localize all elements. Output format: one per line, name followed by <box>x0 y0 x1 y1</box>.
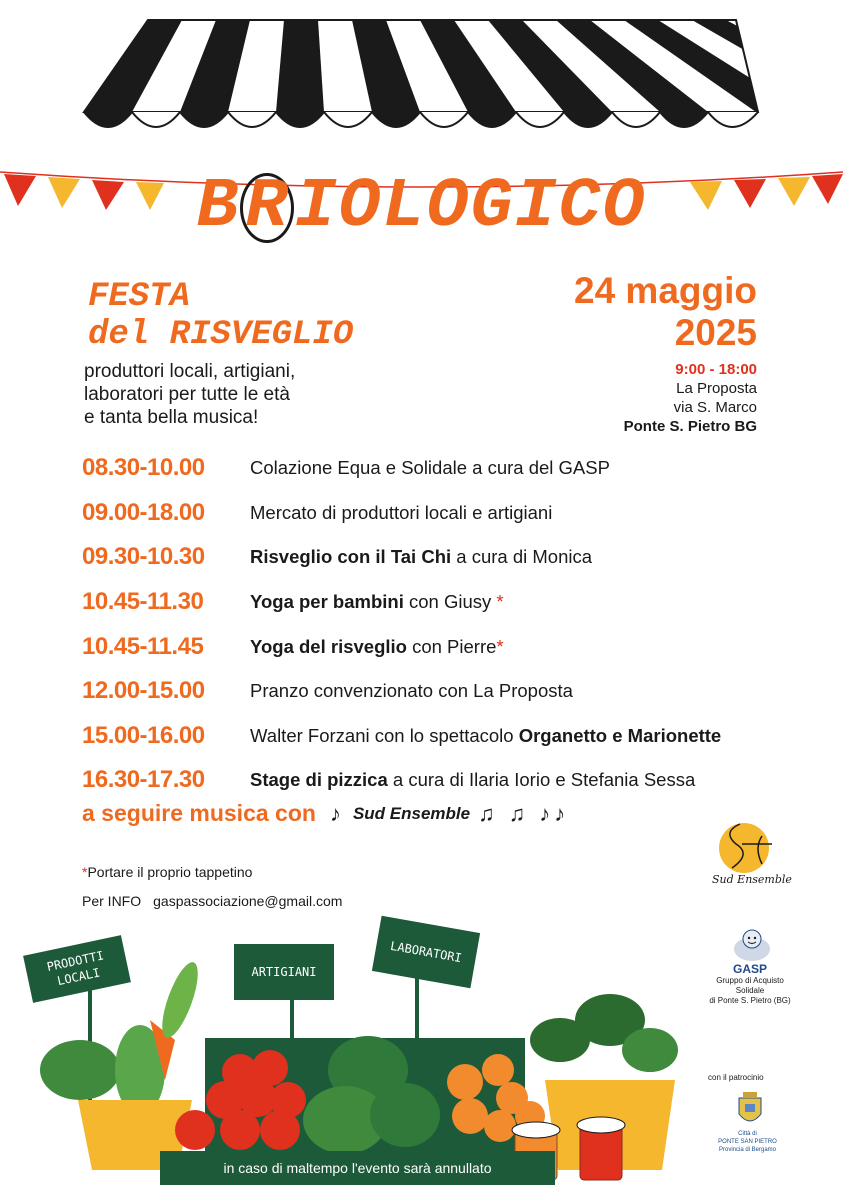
event-description: produttori locali, artigiani, laboratori per tutte le età e tanta bella musica! <box>84 361 296 428</box>
weather-notice-banner: in caso di maltempo l'evento sarà annullato <box>160 1151 555 1185</box>
sign-artigiani: ARTIGIANI <box>234 944 334 1000</box>
contact-email[interactable]: gaspassociazione@gmail.com <box>153 893 343 909</box>
schedule-row <box>82 758 822 803</box>
event-date: 24 maggio 2025 <box>574 270 757 353</box>
awning-illustration <box>78 12 766 162</box>
schedule-time: 15.00-16.00 <box>82 721 205 749</box>
schedule-row <box>82 669 822 714</box>
event-location <box>624 360 757 436</box>
contact-info <box>82 893 354 909</box>
title-circled-letter: R <box>240 173 294 243</box>
venue-province: BG <box>734 418 757 435</box>
music-note-icon: ♪ <box>329 800 345 826</box>
schedule-activity: Colazione Equa e Solidale a cura del GASP <box>250 457 610 479</box>
gasp-logo-icon <box>730 925 774 963</box>
music-band: Sud Ensemble <box>352 803 471 823</box>
event-title: BRIOLOGICO <box>196 168 647 247</box>
schedule-time: 10.45-11.30 <box>82 588 204 616</box>
gasp-name: GASP <box>732 962 767 976</box>
schedule-activity: Pranzo convenzionato con La Proposta <box>250 680 573 702</box>
sud-ensemble-logo-icon <box>712 818 792 878</box>
venue-name: La Proposta <box>676 380 757 397</box>
music-notes-icon: ♫ ♫ ♪♪ <box>478 800 570 826</box>
venue-city: Ponte S. Pietro <box>623 418 731 435</box>
schedule-row <box>82 714 822 759</box>
sud-ensemble-label: Sud Ensemble <box>712 873 792 886</box>
schedule-row <box>82 624 822 669</box>
sign-laboratori: LABORATORI <box>372 916 480 989</box>
schedule-list <box>82 446 822 803</box>
event-subtitle: FESTA del RISVEGLIO <box>88 278 354 354</box>
schedule-time: 09.00-18.00 <box>82 498 205 526</box>
schedule-activity: Yoga per bambini con Giusy * <box>250 591 504 613</box>
schedule-activity: Risveglio con il Tai Chi a cura di Monica <box>250 546 593 568</box>
schedule-time: 12.00-15.00 <box>82 677 205 705</box>
schedule-time: 09.30-10.30 <box>82 543 205 571</box>
music-lead: a seguire musica con <box>82 800 316 826</box>
ponte-san-pietro-label: Città di PONTE SAN PIETRO Provincia di Bergamo <box>718 1131 777 1153</box>
schedule-row <box>82 535 822 580</box>
ponte-san-pietro-crest-icon <box>735 1090 765 1130</box>
music-line <box>82 800 569 827</box>
schedule-row <box>82 491 822 536</box>
schedule-time: 10.45-11.45 <box>82 632 204 660</box>
schedule-row <box>82 446 822 491</box>
schedule-activity: Mercato di produttori locali e artigiani <box>250 501 553 523</box>
schedule-row <box>82 580 822 625</box>
schedule-activity: Walter Forzani con lo spettacolo Organetto e Marionette <box>250 724 722 746</box>
gasp-block: GASP Gruppo di Acquisto Solidale di Ponte S. Pietro (BG) <box>700 962 800 1006</box>
patrocinio-label: con il patrocinio <box>708 1073 764 1082</box>
footnote: *Portare il proprio tappetino <box>82 864 253 880</box>
schedule-time: 08.30-10.00 <box>82 454 205 482</box>
schedule-activity: Stage di pizzica a cura di Ilaria Iorio e Stefania Sessa <box>250 769 696 791</box>
per-info-label: Per INFO <box>82 893 142 909</box>
venue-street: via S. Marco <box>673 399 757 416</box>
event-hours: 9:00 - 18:00 <box>675 361 757 378</box>
schedule-activity: Yoga del risveglio con Pierre* <box>250 635 504 657</box>
schedule-time: 16.30-17.30 <box>82 766 205 794</box>
sign-prodotti-locali: PRODOTTI LOCALI <box>23 935 131 1003</box>
